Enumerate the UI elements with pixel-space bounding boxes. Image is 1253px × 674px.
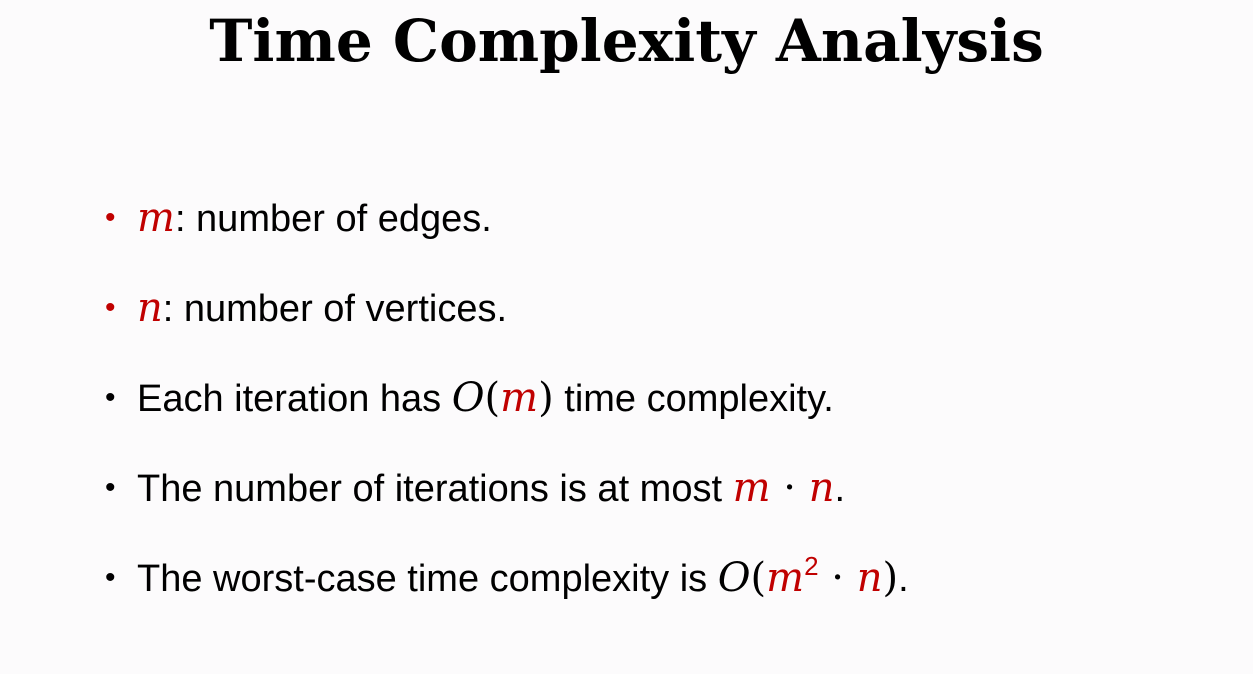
math-variable-n: n <box>808 465 835 511</box>
math-big-o: O <box>451 375 485 421</box>
bullet-item-iteration-count <box>105 458 1205 548</box>
bullet-text: : number of edges. <box>174 198 492 240</box>
math-multiply-dot: · <box>818 555 857 601</box>
bullet-text: : number of vertices. <box>162 288 508 330</box>
bullet-text-pre: The worst-case time complexity is <box>137 558 718 600</box>
bullet-dot-icon: • <box>105 471 116 504</box>
bullet-item-iteration-cost <box>105 368 1205 458</box>
math-variable-m: m <box>500 375 539 421</box>
math-left-paren: ( <box>484 375 501 421</box>
bullet-text-pre: The number of iterations is at most <box>137 468 733 510</box>
bullet-item-vertices <box>105 278 1205 368</box>
slide-title: Time Complexity Analysis <box>209 7 1044 75</box>
math-exponent: 2 <box>804 551 819 581</box>
bullet-dot-icon: • <box>105 291 116 324</box>
bullet-dot-icon: • <box>105 201 116 234</box>
math-variable-m: m <box>766 555 805 601</box>
math-variable-n: n <box>137 285 163 331</box>
math-left-paren: ( <box>750 555 767 601</box>
math-variable-m: m <box>732 465 771 511</box>
bullet-text-post: . <box>898 558 909 600</box>
math-right-paren: ) <box>538 375 554 421</box>
bullet-text-pre: Each iteration has <box>137 378 452 420</box>
math-big-o: O <box>717 555 751 601</box>
math-multiply-dot: · <box>770 465 809 511</box>
math-variable-n: n <box>856 555 883 601</box>
bullet-text-post: time complexity. <box>553 378 834 420</box>
math-right-paren: ) <box>882 555 899 601</box>
bullet-item-worst-case <box>105 548 1205 638</box>
bullet-dot-icon: • <box>105 381 116 414</box>
bullet-text-post: . <box>834 468 846 510</box>
bullet-list <box>105 188 1205 638</box>
bullet-item-edges <box>105 188 1205 278</box>
bullet-dot-icon: • <box>105 561 116 594</box>
math-variable-m: m <box>137 195 175 241</box>
